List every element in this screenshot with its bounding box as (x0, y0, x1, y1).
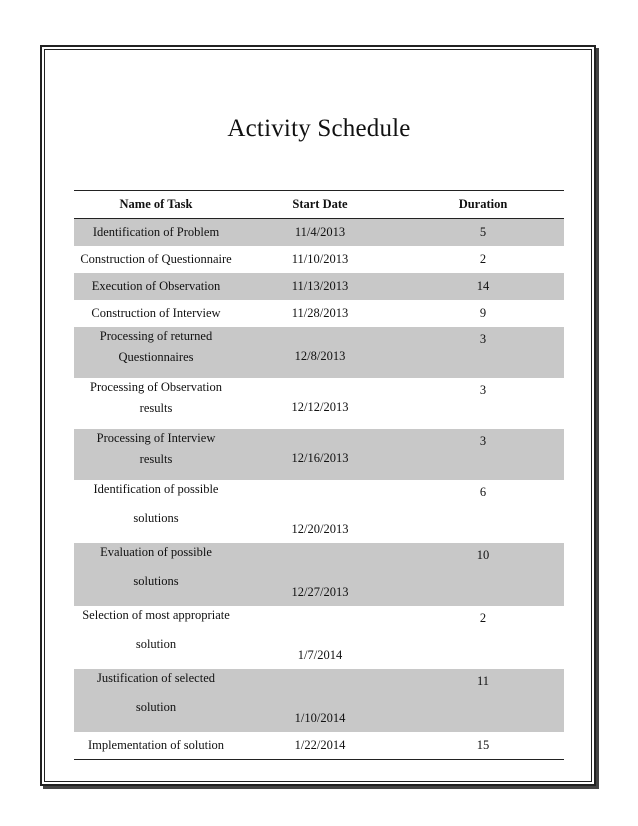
duration: 15 (476, 738, 490, 752)
start-date: 1/22/2014 (294, 738, 346, 752)
duration: 3 (402, 429, 564, 480)
duration: 3 (479, 383, 487, 397)
table-row (74, 606, 564, 669)
start-date: 12/16/2013 (238, 429, 402, 480)
table-header-row (74, 191, 564, 219)
header-name-of-task: Name of Task (74, 191, 238, 219)
start-date: 11/28/2013 (291, 306, 349, 320)
start-date: 11/4/2013 (238, 219, 402, 247)
task-name: Execution of Observation (74, 273, 238, 300)
start-date: 12/27/2013 (238, 543, 402, 606)
start-date: 12/8/2013 (238, 327, 402, 378)
task-name: Processing of Interview results (74, 429, 238, 480)
start-date: 1/10/2014 (238, 669, 402, 732)
table-row (74, 543, 564, 606)
table-row (74, 219, 564, 247)
start-date: 11/10/2013 (291, 252, 349, 266)
document-title: Activity Schedule (227, 115, 411, 142)
table-row (74, 300, 564, 327)
table-row (74, 429, 564, 480)
duration: 5 (402, 219, 564, 247)
task-name: Justification of selected solution (74, 669, 238, 732)
duration: 3 (402, 327, 564, 378)
table-row (74, 246, 564, 273)
start-date: 11/13/2013 (238, 273, 402, 300)
task-name: Construction of Interview (91, 306, 221, 320)
start-date: 12/20/2013 (291, 522, 349, 536)
task-name: Selection of most appropriate solution (82, 608, 230, 651)
task-name: Processing of returned Questionnaires (74, 327, 238, 378)
task-name: Evaluation of possible solutions (74, 543, 238, 606)
task-name: Identification of possible solutions (93, 482, 219, 525)
duration: 2 (479, 611, 487, 625)
header-duration: Duration (402, 191, 564, 219)
duration: 10 (402, 543, 564, 606)
duration: 9 (479, 306, 487, 320)
duration: 6 (479, 485, 487, 499)
activity-schedule-table (74, 190, 564, 760)
task-name: Construction of Questionnaire (80, 252, 232, 266)
task-name: Implementation of solution (87, 738, 225, 752)
header-start-date: Start Date (238, 191, 402, 219)
task-name: Identification of Problem (74, 219, 238, 247)
duration: 11 (402, 669, 564, 732)
table-row (74, 732, 564, 760)
duration: 14 (402, 273, 564, 300)
table-row (74, 327, 564, 378)
table-row (74, 378, 564, 429)
duration: 2 (479, 252, 487, 266)
start-date: 1/7/2014 (297, 648, 343, 662)
start-date: 12/12/2013 (291, 400, 349, 414)
table-row (74, 669, 564, 732)
table-row (74, 480, 564, 543)
task-name: Processing of Observation results (90, 380, 222, 415)
table-row (74, 273, 564, 300)
